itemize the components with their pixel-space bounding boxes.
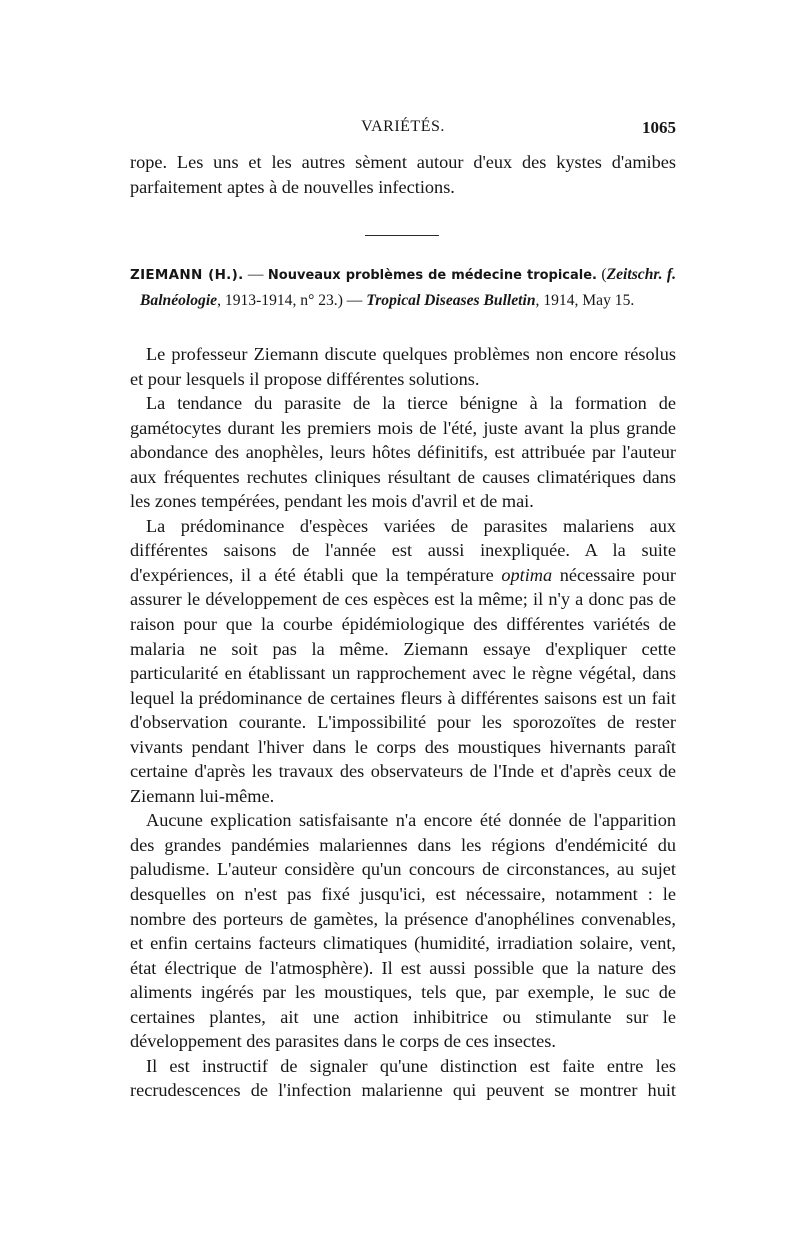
reference-bulletin: Tropical Diseases Bulletin — [366, 291, 536, 309]
reference-bulletin-date: , 1914, May 15. — [535, 291, 635, 309]
paragraph: Aucune explication satisfaisante n'a encore été donnée de l'apparition des grandes pandémies malariennes dans les régions d'endémicité du paludisme. L'auteur considère qu'un concours de circonstances, au sujet desquelles on n'est pas fixé jusqu'ici, est nécessaire, notamment : le nombre des porteurs de gamètes, la présence d'anophélines convenables, et enfin certains facteurs climatiques (humidité, irradiation solaire, vent, état électrique de l'atmosphère). Il est aussi possible que la nature des aliments ingérés par les moustiques, tels que, par exemple, le suc de certaines plantes, ait une action inhibitrice ou stimulante sur le développement des parasites dans le corps de ces insectes. — [130, 810, 676, 1052]
article-body — [130, 342, 676, 1103]
reference-journal: Zeitschr. f. Balnéologie — [140, 266, 676, 309]
paragraph-text: nécessaire pour assurer le développement de ces espèces est la même; il n'y a donc pas de raison pour que la courbe épidémiologique des différentes variétés de malaria ne soit pas la même. Ziemann essaye d'expliquer cette particularité en établissant un rapprochement avec le règne végétal, dans lequel la prédominance de certaines fleurs à différentes saisons est un fait d'observation courante. L'impossibilité pour les sporozoïtes de rester vivants pendant l'hiver dans le corps des moustiques hivernants paraît certaine d'après les travaux des observateurs de l'Inde et d'après ceux de Ziemann lui-même. — [130, 564, 676, 806]
paragraph: Il est instructif de signaler qu'une distinction est faite entre les recrudescences de l'infection malarienne qui peuvent se montrer huit — [130, 1055, 676, 1101]
bibliographic-reference — [130, 263, 676, 313]
running-title: VARIÉTÉS. — [361, 118, 445, 135]
paragraph-text: La prédominance d'espèces variées de parasites malariens aux différentes saisons de l'année est aussi inexpliquée. A la suite d'expériences, il a été établi que la température — [130, 515, 676, 585]
paragraph: La tendance du parasite de la tierce bénigne à la formation de gamétocytes durant les premiers mois de l'été, juste avant la plus grande abondance des anophèles, leurs hôtes définitifs, est attribuée par l'auteur aux fréquentes rechutes cliniques résultant de causes climatériques dans les zones tempérées, pendant les mois d'avril et de mai. — [130, 393, 676, 512]
paragraph: Le professeur Ziemann discute quelques problèmes non encore résolus et pour lesquels il propose différentes solutions. — [130, 344, 676, 389]
section-divider — [365, 235, 439, 236]
running-head — [130, 118, 676, 140]
reference-author: ZIEMANN (H.). — [130, 267, 244, 283]
reference-open-paren: ( — [597, 266, 607, 283]
reference-journal-details: , 1913-1914, n° 23.) — — [217, 291, 367, 309]
italic-term: optima — [501, 564, 553, 585]
paragraph — [130, 514, 676, 809]
continued-paragraph: rope. Les uns et les autres sèment autour d'eux des kystes d'amibes parfaitement aptes à de nouvelles infections. — [130, 152, 676, 197]
reference-dash: — — [243, 266, 268, 283]
reference-title: Nouveaux problèmes de médecine tropicale. — [267, 268, 597, 283]
page-number: 1065 — [642, 118, 676, 137]
